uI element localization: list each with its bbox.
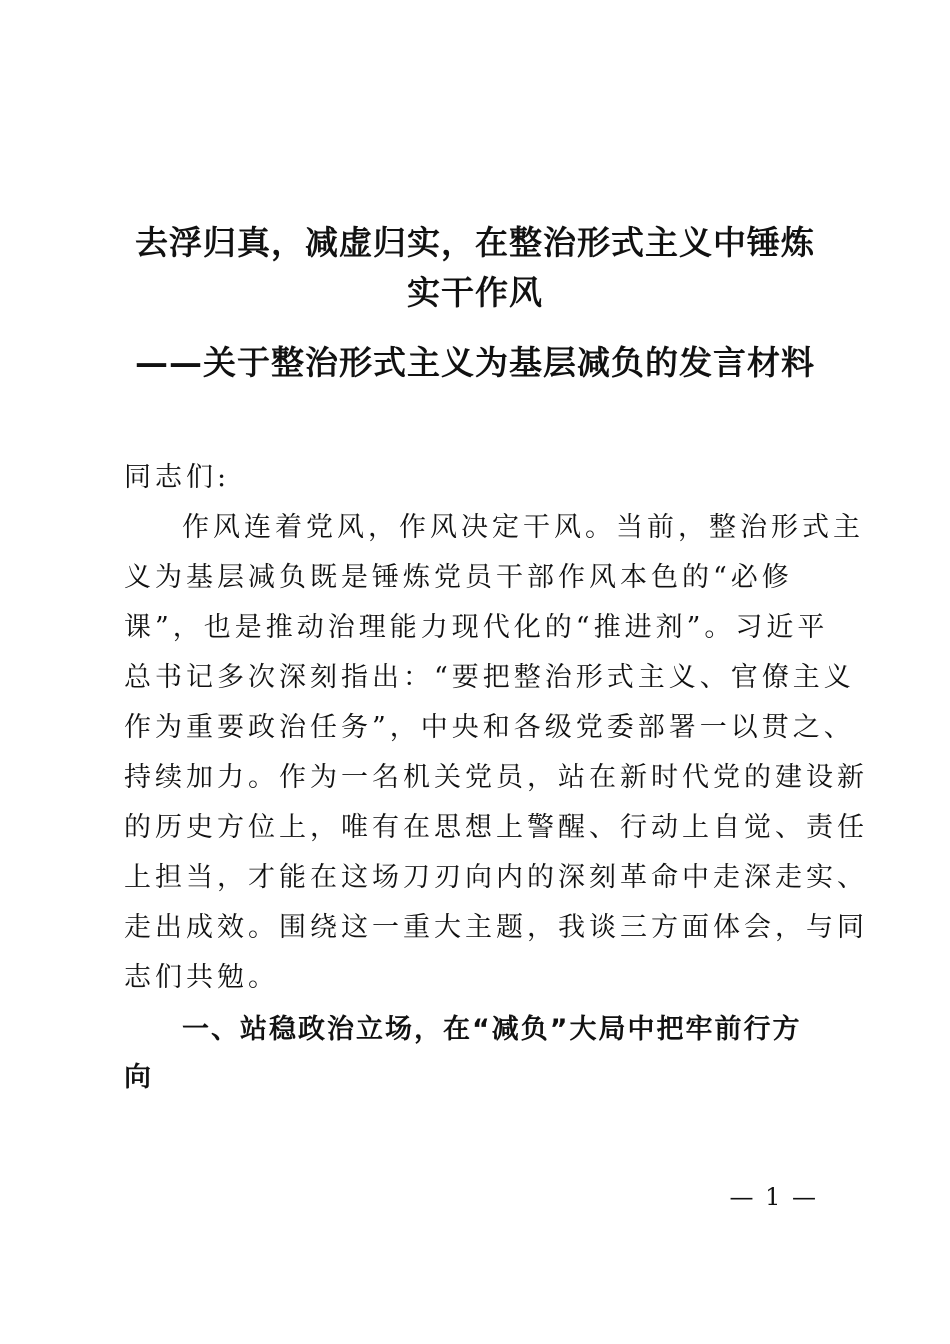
paragraph-line: 走出成效。围绕这一重大主题，我谈三方面体会，与同 <box>124 912 868 943</box>
paragraph-line: 持续加力。作为一名机关党员，站在新时代党的建设新 <box>124 762 868 793</box>
paragraph-line: 作为重要政治任务”，中央和各级党委部署一以贯之、 <box>124 712 855 743</box>
page-number: — 1 — <box>729 1183 818 1211</box>
paragraph-line: 的历史方位上，唯有在思想上警醒、行动上自觉、责任 <box>124 812 868 843</box>
document-subtitle: ——关于整治形式主义为基层减负的发言材料 <box>135 343 815 382</box>
section-heading-line-2: 向 <box>124 1062 153 1093</box>
paragraph-line: 上担当，才能在这场刀刃向内的深刻革命中走深走实、 <box>124 862 868 893</box>
document-title-line-1: 去浮归真，减虚归实，在整治形式主义中锤炼 <box>135 223 815 262</box>
paragraph-line: 义为基层减负既是锤炼党员干部作风本色的“必修 <box>124 562 793 593</box>
salutation: 同志们: <box>124 462 231 493</box>
section-heading-line-1: 一、站稳政治立场，在“减负”大局中把牢前行方 <box>182 1014 802 1045</box>
paragraph-line: 总书记多次深刻指出：“要把整治形式主义、官僚主义 <box>124 662 855 693</box>
paragraph-line: 志们共勉。 <box>124 962 279 993</box>
paragraph-line: 课”，也是推动治理能力现代化的“推进剂”。习近平 <box>124 612 829 643</box>
document-title-line-2: 实干作风 <box>407 273 543 312</box>
paragraph-line: 作风连着党风，作风决定干风。当前，整治形式主 <box>182 512 864 543</box>
